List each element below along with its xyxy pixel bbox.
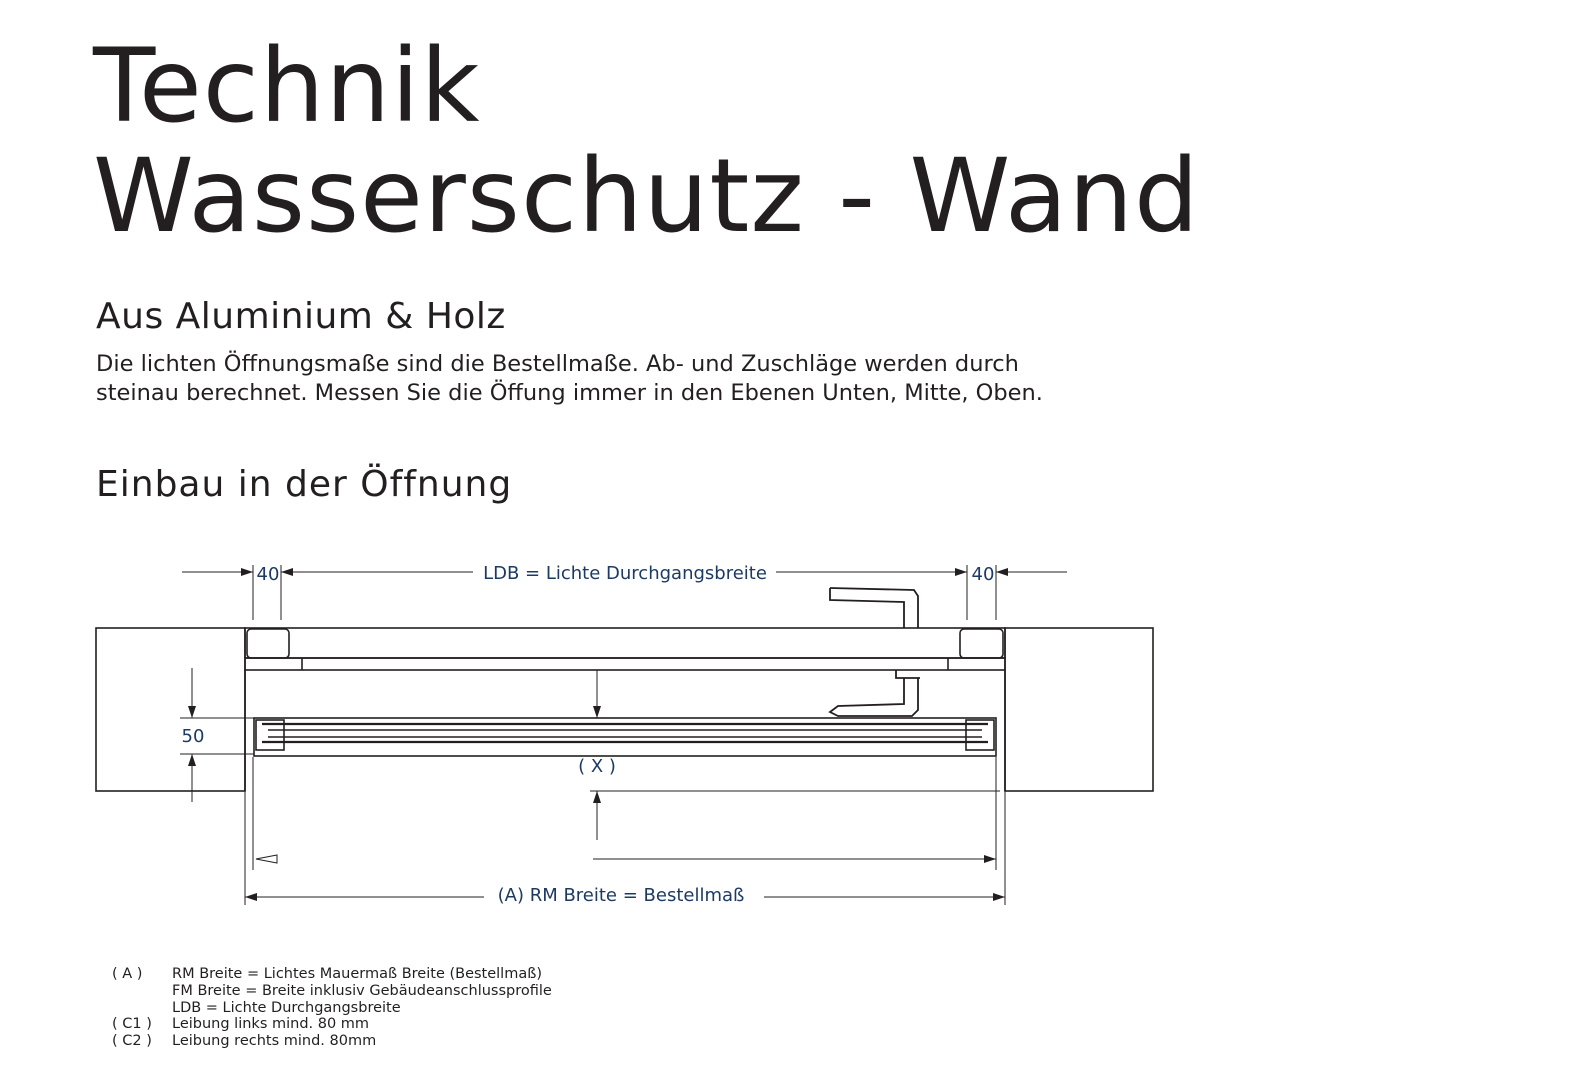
legend-row <box>112 1016 552 1033</box>
legend-text: LDB = Lichte Durchgangsbreite <box>172 999 401 1016</box>
dimension-height-50: 50 <box>181 726 205 747</box>
legend-key: ( A ) <box>112 966 143 982</box>
dimension-ldb-label: LDB = Lichte Durchgangsbreite <box>483 563 767 584</box>
legend-key: ( C1 ) <box>112 1016 152 1033</box>
page-title-line-2: Wasserschutz - Wand <box>93 137 1200 256</box>
wall-right <box>1005 628 1153 791</box>
legend-key <box>112 983 172 1000</box>
legend-text: Leibung rechts mind. 80mm <box>172 1033 377 1050</box>
dimension-rm-label: (A) RM Breite = Bestellmaß <box>497 885 745 906</box>
dimension-x-label: ( X ) <box>578 756 616 777</box>
dimension-right-40: 40 <box>971 564 995 585</box>
legend-text: Leibung links mind. 80 mm <box>172 1016 370 1033</box>
legend-row <box>112 1000 552 1017</box>
installation-drawing <box>0 540 1200 920</box>
legend-text: RM Breite = Lichtes Mauermaß Breite (Bestellmaß) <box>172 966 543 982</box>
legend-key <box>112 1000 172 1017</box>
legend <box>112 966 552 1050</box>
intro-text: Die lichten Öffnungsmaße sind die Bestellmaße. Ab- und Zuschläge werden durch steinau berechnet. Messen Sie die Öffung immer in den Ebenen Unten, Mitte, Oben. <box>96 351 1043 406</box>
legend-row <box>112 966 552 983</box>
handle-icon <box>830 588 920 716</box>
page-title-line-1: Technik <box>93 27 481 146</box>
subtitle: Aus Aluminium & Holz <box>96 296 506 337</box>
wall-left <box>96 628 245 791</box>
door-leaf <box>254 718 996 756</box>
legend-text: FM Breite = Breite inklusiv Gebäudeanschlussprofile <box>172 982 552 999</box>
dimension-left-40: 40 <box>256 564 280 585</box>
door-frame <box>245 628 1005 791</box>
legend-row <box>112 983 552 1000</box>
legend-key: ( C2 ) <box>112 1033 152 1050</box>
section-heading: Einbau in der Öffnung <box>96 464 513 505</box>
legend-row <box>112 1033 552 1050</box>
